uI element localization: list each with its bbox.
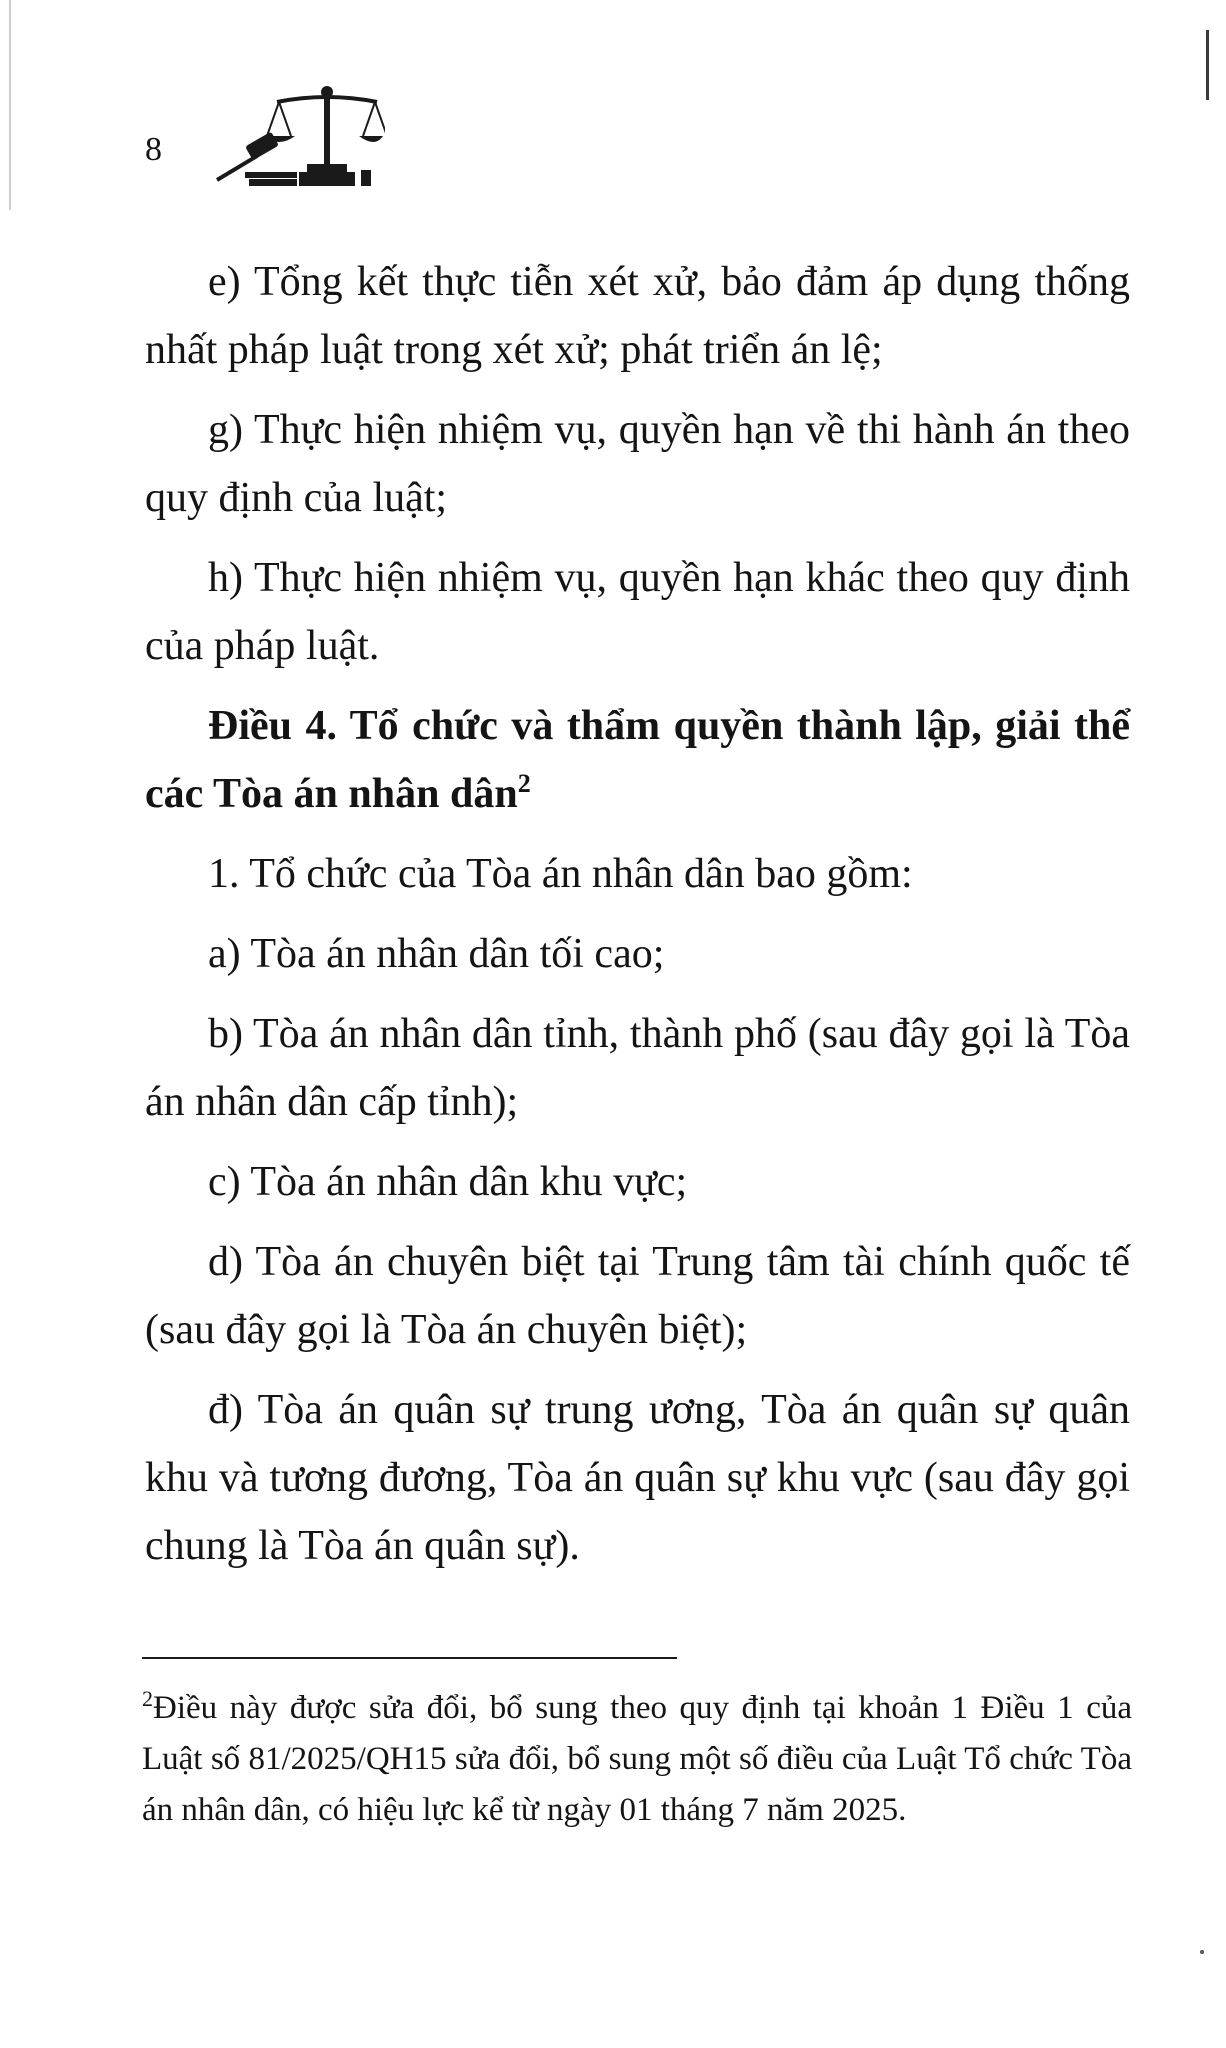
paragraph-e: e) Tổng kết thực tiễn xét xử, bảo đảm áp dụng thống nhất pháp luật trong xét xử; phát triển án lệ; [145,259,1130,373]
paragraph-g: g) Thực hiện nhiệm vụ, quyền hạn về thi hành án theo quy định của luật; [145,407,1130,521]
footnote-reference: 2 [517,769,531,798]
page-edge-left [9,0,11,210]
article-item: đ) Tòa án quân sự trung ương, Tòa án quân sự quân khu và tương đương, Tòa án quân sự khu vực (sau đây gọi chung là Tòa án quân sự). [145,1387,1130,1569]
page-speck [1200,1950,1204,1954]
scales-of-justice-gavel-icon [215,80,385,190]
page-number: 8 [145,131,162,168]
main-text [145,248,1130,1592]
article-item: 1. Tổ chức của Tòa án nhân dân bao gồm: [208,851,913,897]
page-edge-right [1206,30,1209,100]
article-item: c) Tòa án nhân dân khu vực; [208,1159,688,1205]
paragraph-h: h) Thực hiện nhiệm vụ, quyền hạn khác theo quy định của pháp luật. [145,555,1130,669]
article-heading [145,692,1130,828]
article-item: d) Tòa án chuyên biệt tại Trung tâm tài chính quốc tế (sau đây gọi là Tòa án chuyên biệt); [145,1239,1130,1353]
article-heading-text: Điều 4. Tổ chức và thẩm quyền thành lập, giải thể các Tòa án nhân dân [145,703,1130,817]
page-header [145,80,545,190]
article-item: a) Tòa án nhân dân tối cao; [208,931,665,977]
footnote-text: Điều này được sửa đổi, bổ sung theo quy định tại khoản 1 Điều 1 của Luật số 81/2025/QH15 sửa đổi, bổ sung một số điều của Luật Tổ chức Tòa án nhân dân, có hiệu lực kể từ ngày 01 tháng 7 năm 2025. [142,1690,1132,1828]
footnote-mark: 2 [142,1686,153,1711]
footnote [142,1683,1132,1836]
article-item: b) Tòa án nhân dân tỉnh, thành phố (sau đây gọi là Tòa án nhân dân cấp tỉnh); [145,1011,1130,1125]
footnote-divider [142,1657,677,1659]
